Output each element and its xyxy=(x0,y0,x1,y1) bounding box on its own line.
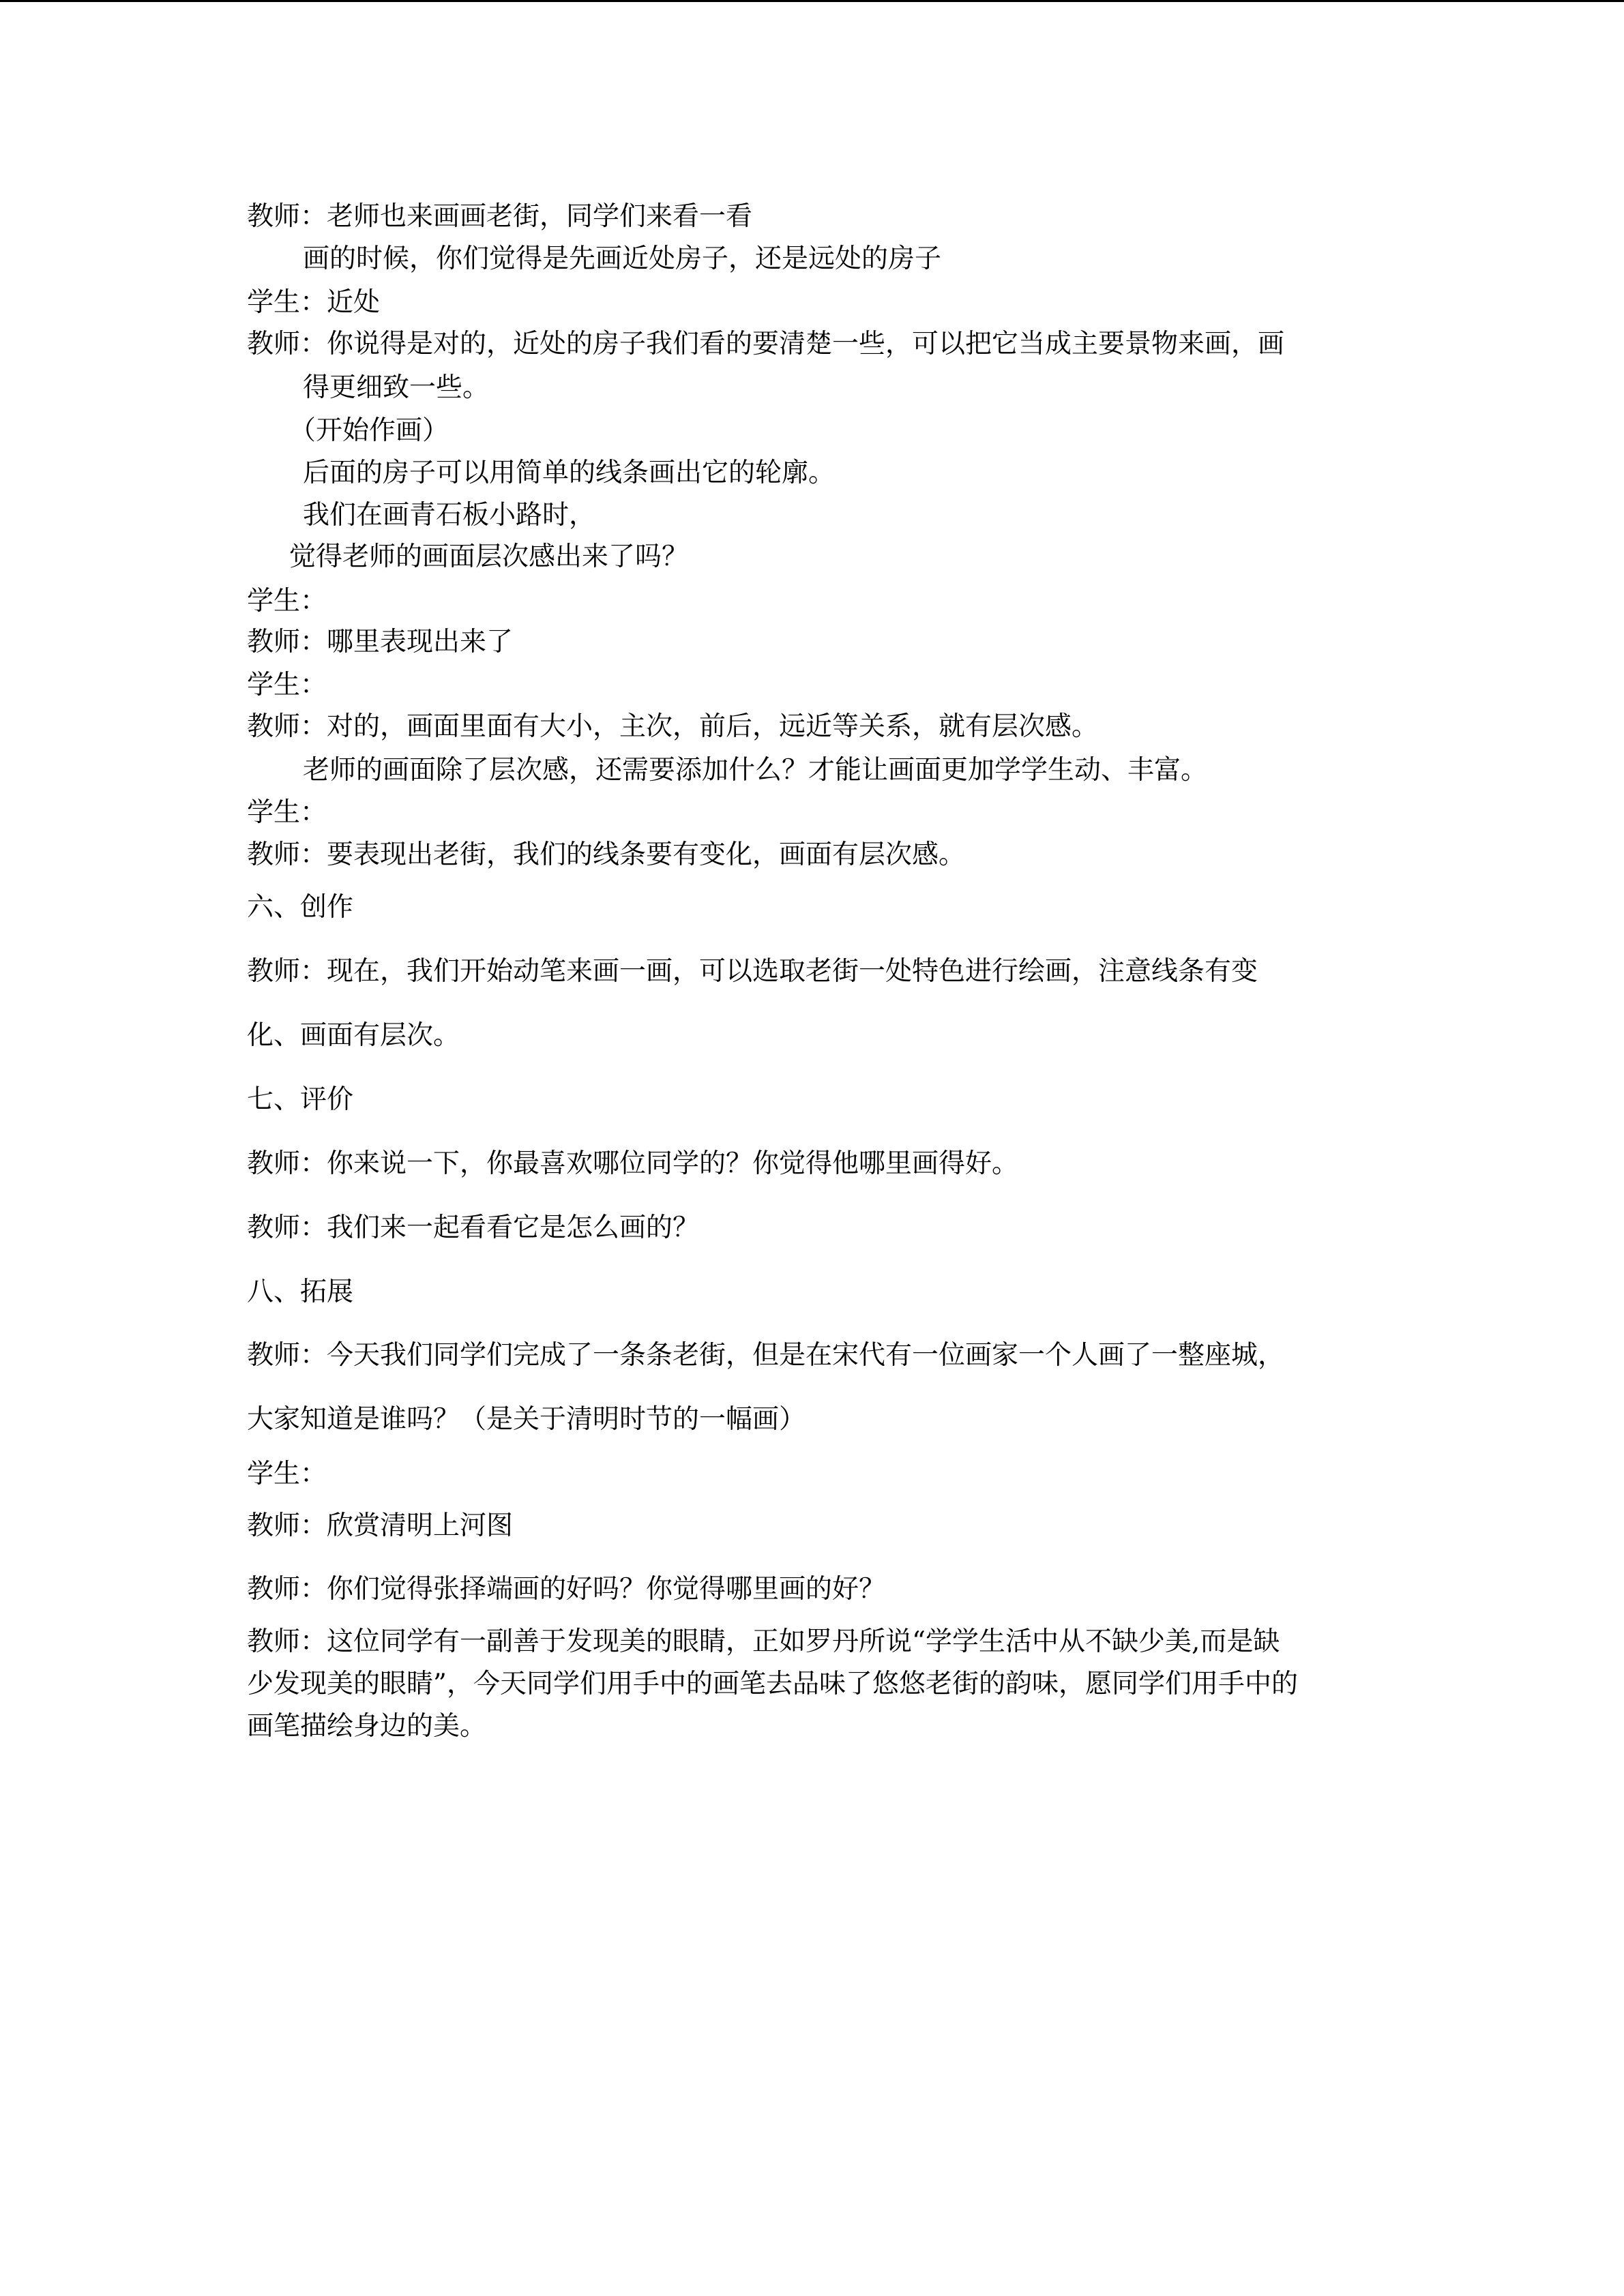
paragraph-line: 教师：我们来一起看看它是怎么画的？ xyxy=(247,1212,700,1243)
paragraph-line: 教师：现在，我们开始动笔来画一画，可以选取老街一处特色进行绘画，注意线条有变 xyxy=(247,956,1258,987)
section-heading: 七、评价 xyxy=(247,1084,354,1115)
paragraph-line: 大家知道是谁吗？（是关于清明时节的一幅画） xyxy=(247,1404,806,1435)
paragraph-line: 学生： xyxy=(247,797,327,828)
paragraph-line: 画的时候，你们觉得是先画近处房子，还是远处的房子 xyxy=(303,243,942,274)
paragraph-line: 教师：哪里表现出来了 xyxy=(247,627,514,657)
paragraph-line: 我们在画青石板小路时， xyxy=(303,500,596,531)
paragraph-line: 画笔描绘身边的美。 xyxy=(247,1711,487,1742)
paragraph-line: 得更细致一些。 xyxy=(303,372,490,403)
paragraph-line: 教师：今天我们同学们完成了一条条老街，但是在宋代有一位画家一个人画了一整座城， xyxy=(247,1340,1285,1371)
paragraph-line: 教师：要表现出老街，我们的线条要有变化，画面有层次感。 xyxy=(247,839,966,870)
paragraph-line: 教师：老师也来画画老街，同学们来看一看 xyxy=(247,201,753,232)
paragraph-line: 教师：你来说一下，你最喜欢哪位同学的？你觉得他哪里画得好。 xyxy=(247,1148,1019,1179)
paragraph-line: 教师：这位同学有一副善于发现美的眼睛，正如罗丹所说“学学生活中从不缺少美,而是缺 xyxy=(247,1626,1280,1657)
paragraph-line: 后面的房子可以用简单的线条画出它的轮廓。 xyxy=(303,458,836,488)
section-heading: 六、创作 xyxy=(247,892,354,923)
paragraph-line: （开始作画） xyxy=(289,415,449,446)
paragraph-line: 学生：近处 xyxy=(247,287,381,318)
paragraph-line: 化、画面有层次。 xyxy=(247,1020,460,1051)
paragraph-line: 少发现美的眼睛”，今天同学们用手中的画笔去品味了悠悠老街的韵味，愿同学们用手中的 xyxy=(247,1669,1298,1699)
paragraph-line: 学生： xyxy=(247,586,327,616)
paragraph-line: 觉得老师的画面层次感出来了吗？ xyxy=(289,541,689,572)
top-border-line xyxy=(0,0,1624,2)
paragraph-line: 学生： xyxy=(247,1459,327,1489)
paragraph-line: 老师的画面除了层次感，还需要添加什么？才能让画面更加学学生动、丰富。 xyxy=(303,755,1208,786)
paragraph-line: 教师：欣赏清明上河图 xyxy=(247,1510,514,1541)
paragraph-line: 学生： xyxy=(247,670,327,700)
paragraph-line: 教师：你们觉得张择端画的好吗？你觉得哪里画的好？ xyxy=(247,1574,886,1605)
section-heading: 八、拓展 xyxy=(247,1277,354,1307)
paragraph-line: 教师：对的，画面里面有大小，主次，前后，远近等关系，就有层次感。 xyxy=(247,711,1099,742)
paragraph-line: 教师：你说得是对的，近处的房子我们看的要清楚一些，可以把它当成主要景物来画，画 xyxy=(247,329,1285,359)
